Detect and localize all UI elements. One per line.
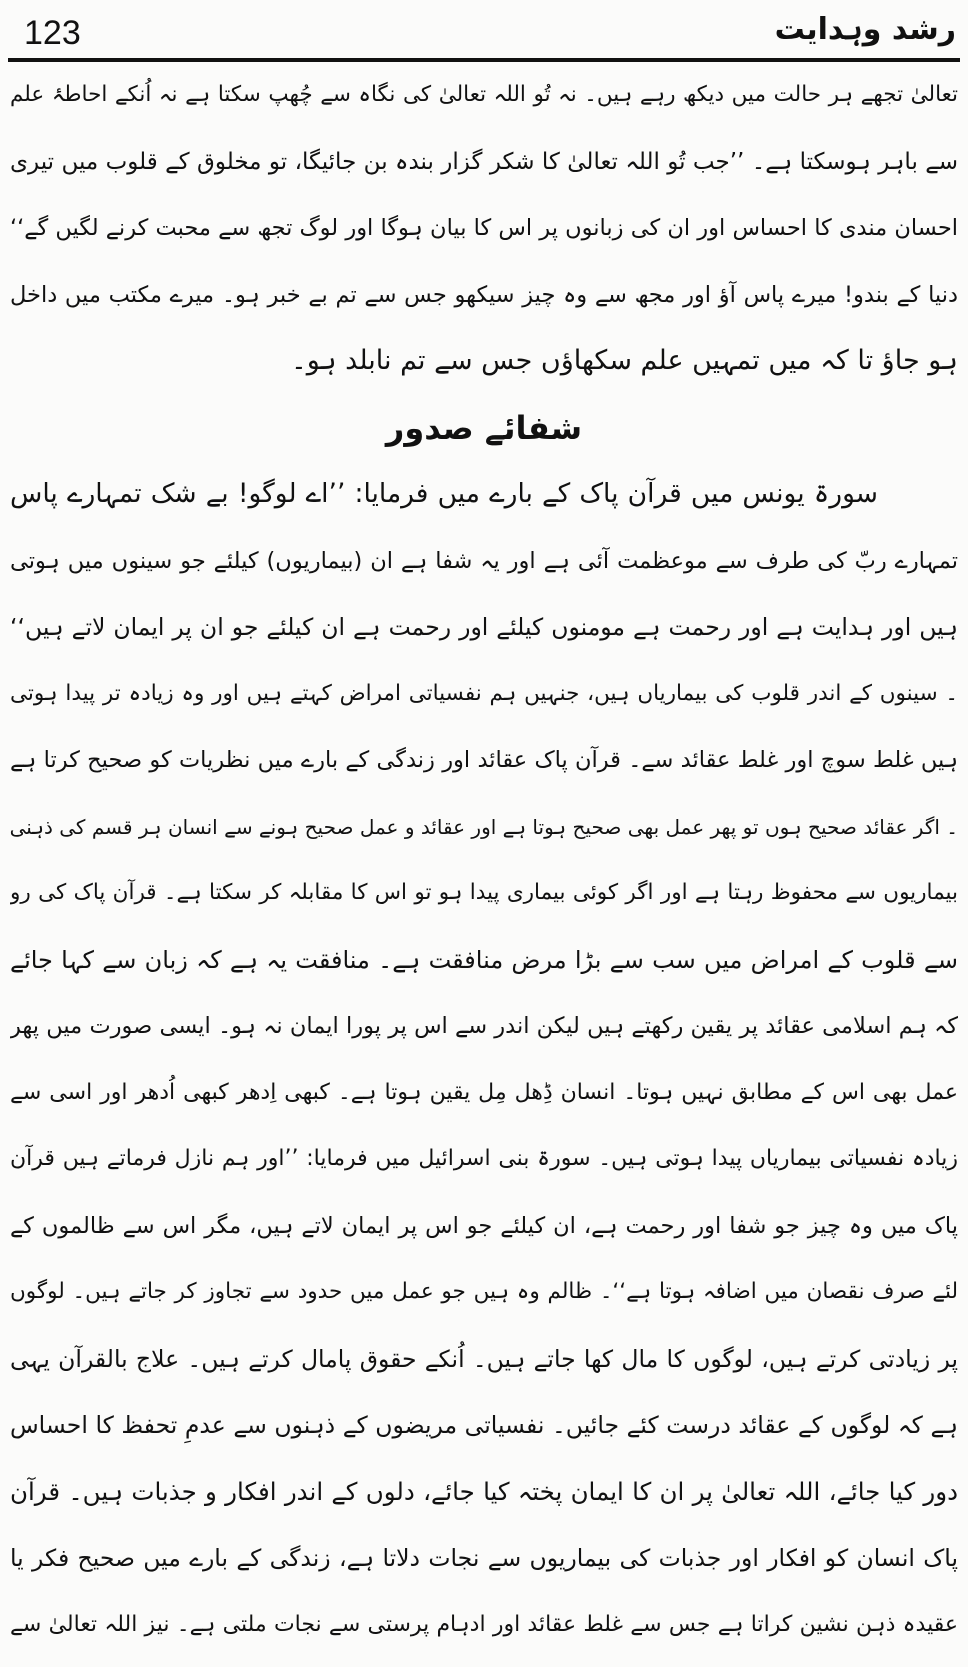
page-number: 123 xyxy=(24,14,81,52)
text-line: پر زیادتی کرتے ہیں، لوگوں کا مال کھا جاتے ہیں۔ اُنکے حقوق پامال کرتے ہیں۔ علاج بالقرآن یہی xyxy=(10,1344,958,1373)
text-line: احسان مندی کا احساس اور ان کی زبانوں پر اس کا بیان ہوگا اور لوگ تجھ سے محبت کرنے لگیں گے‘‘ xyxy=(10,215,958,241)
text-line: بیماریوں سے محفوظ رہتا ہے اور اگر کوئی بیماری پیدا ہو تو اس کا مقابلہ کر سکتا ہے۔ قرآن پاک کی رو xyxy=(10,880,958,905)
text-line: پاک انسان کو افکار اور جذبات کی بیماریوں سے نجات دلاتا ہے، زندگی کے بارے میں صحیح فکر یا xyxy=(10,1544,958,1572)
running-header-title: رشد وہدایت xyxy=(774,12,956,47)
text-line: ہو جاؤ تا کہ میں تمہیں علم سکھاؤں جس سے تم نابلد ہو۔ xyxy=(290,345,958,376)
text-line: عمل بھی اس کے مطابق نہیں ہوتا۔ انسان ڈِھل مِل یقین ہوتا ہے۔ کبھی اِدھر کبھی اُدھر اور اسی سے xyxy=(10,1079,958,1105)
text-line: دنیا کے بندو! میرے پاس آؤ اور مجھ سے وہ چیز سیکھو جس سے تم بے خبر ہو۔ میرے مکتب میں داخل xyxy=(10,281,958,308)
page-body xyxy=(10,62,958,1658)
text-line: لئے صرف نقصان میں اضافہ ہوتا ہے‘‘۔ ظالم وہ ہیں جو عمل میں حدود سے تجاوز کر جاتے ہیں۔ لوگوں xyxy=(10,1279,958,1304)
text-line: ہے کہ لوگوں کے عقائد درست کئے جائیں۔ نفسیاتی مریضوں کے ذہنوں سے عدمِ تحفظ کا احساس xyxy=(10,1411,958,1439)
text-line: تمہارے ربّ کی طرف سے موعظمت آئی ہے اور یہ شفا ہے ان (بیماریوں) کیلئے جو سینوں میں ہوتی xyxy=(10,547,958,574)
text-line: ہیں اور ہدایت ہے اور رحمت ہے مومنوں کیلئے اور رحمت ہے ان کیلئے جو ان پر ایمان لاتے ہیں‘‘ xyxy=(10,613,958,641)
text-line: کہ ہم اسلامی عقائد پر یقین رکھتے ہیں لیکن اندر سے اس پر پورا ایمان نہ ہو۔ ایسی صورت میں پھر xyxy=(10,1013,958,1039)
text-line: زیادہ نفسیاتی بیماریاں پیدا ہوتی ہیں۔ سورۃ بنی اسرائیل میں فرمایا: ’’اور ہم نازل فرماتے ہیں قرآن xyxy=(10,1146,958,1171)
text-line: پاک میں وہ چیز جو شفا اور رحمت ہے، ان کیلئے جو اس پر ایمان لاتے ہیں، مگر اس سے ظالموں کے xyxy=(10,1212,958,1239)
text-line: سے قلوب کے امراض میں سب سے بڑا مرض منافقت ہے۔ منافقت یہ ہے کہ زبان سے کہا جائے xyxy=(10,945,958,974)
text-line: سے باہر ہوسکتا ہے۔ ’’جب تُو اللہ تعالیٰ کا شکر گزار بندہ بن جائیگا، تو مخلوق کے قلوب میں تیری xyxy=(10,148,958,175)
section-heading: شفائے صدور xyxy=(385,408,583,447)
text-line: دور کیا جائے، اللہ تعالیٰ پر ان کا ایمان پختہ کیا جائے، دلوں کے اندر افکار و جذبات ہیں۔ قرآن xyxy=(10,1476,958,1506)
text-line: سورۃ یونس میں قرآن پاک کے بارے میں فرمایا: ’’اے لوگو! بے شک تمہارے پاس xyxy=(10,478,878,509)
text-line: تعالیٰ تجھے ہر حالت میں دیکھ رہے ہیں۔ نہ تُو اللہ تعالیٰ کی نگاہ سے چُھپ سکتا ہے نہ اُنکے احاطۂ علم xyxy=(10,82,958,107)
text-line: ۔ سینوں کے اندر قلوب کی بیماریاں ہیں، جنہیں ہم نفسیاتی امراض کہتے ہیں اور وہ زیادہ تر پیدا ہوتی xyxy=(10,680,958,706)
text-line: عقیدہ ذہن نشین کراتا ہے جس سے غلط عقائد اور ادہام پرستی سے نجات ملتی ہے۔ نیز اللہ تعالیٰ سے xyxy=(10,1611,958,1637)
text-line: ۔ اگر عقائد صحیح ہوں تو پھر عمل بھی صحیح ہوتا ہے اور عقائد و عمل صحیح ہونے سے انسان ہر قسم کی ذہنی xyxy=(10,814,958,839)
text-line: ہیں غلط سوچ اور غلط عقائد سے۔ قرآن پاک عقائد اور زندگی کے بارے میں نظریات کو صحیح کرتا ہے xyxy=(10,747,958,773)
